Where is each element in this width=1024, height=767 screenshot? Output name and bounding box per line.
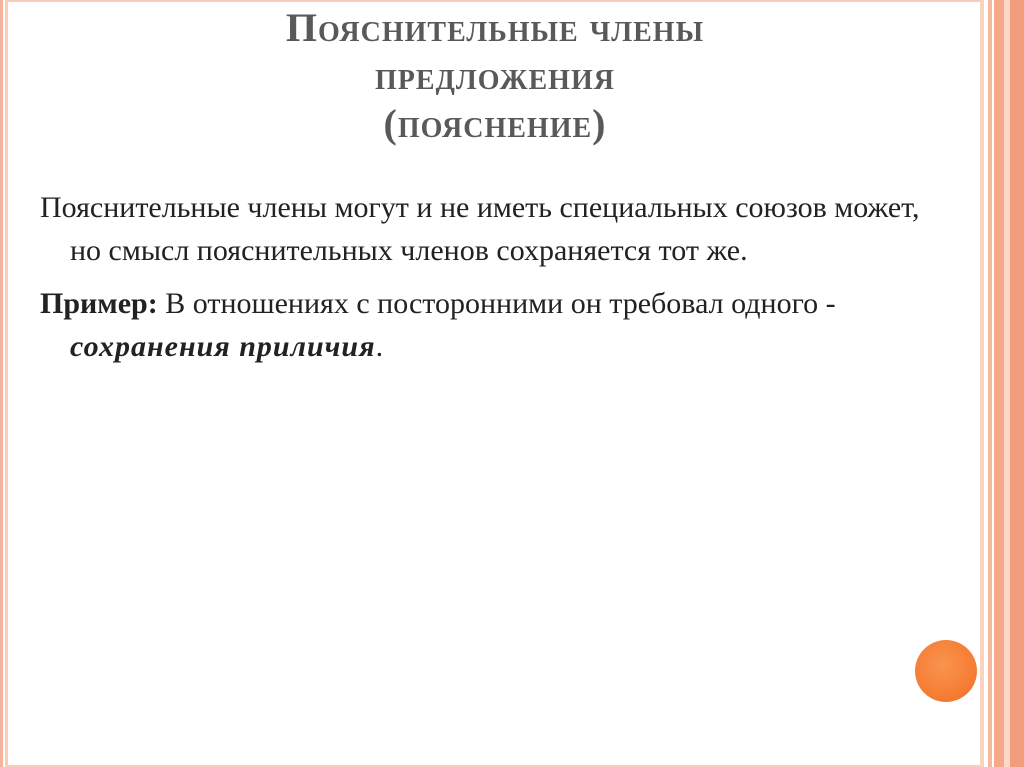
example-emphasis: сохранения приличия (70, 330, 376, 363)
example-label: Пример: (40, 287, 158, 320)
frame-left-border (0, 0, 8, 767)
slide-body (40, 186, 940, 378)
frame-top-border (0, 0, 1024, 2)
example-end: . (375, 330, 384, 363)
body-paragraph: Пояснительные члены могут и не иметь специальных союзов может, но смысл пояснительных членов сохраняется тот же. (40, 191, 920, 267)
example-text: В отношениях с посторонними он требовал одного - (157, 287, 836, 320)
slide-title (60, 4, 930, 148)
title-line-1: Пояснительные члены (285, 5, 705, 50)
decorative-orange-circle (915, 640, 977, 702)
example-paragraph (40, 282, 940, 368)
frame-right-stripes (980, 0, 1024, 767)
title-line-3: (пояснение) (383, 101, 607, 146)
title-line-2: предложения (375, 53, 615, 98)
